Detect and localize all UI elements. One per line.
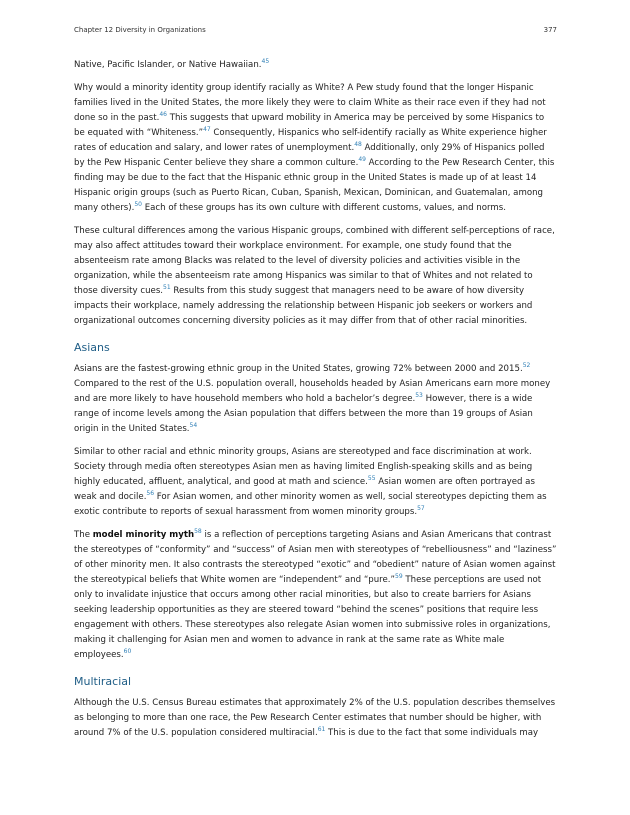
footnote-ref-59[interactable]: 59 [395,573,403,580]
text-run: The [74,530,93,540]
text-run: This is due to the fact that some individuals may [325,728,539,738]
paragraph-asians-growth [74,362,557,437]
section-heading-multiracial: Multiracial [74,675,132,688]
footnote-ref-47[interactable]: 47 [203,126,211,133]
page-number: 377 [543,26,557,34]
key-term: model minority myth [92,530,195,540]
text-run: Similar to other racial and ethnic minority groups, Asians are stereotyped and face discrimination at work. Society through media often stereotypes Asian men as having limited English-speaking skills and as being highly educated, affluent, analytical, and good at math and science. [74,447,533,487]
text-run: According to the Pew Research Center, this finding may be due to the fact that the Hispanic ethnic group in the United States is made up of at least 14 Hispanic origin groups (such as Puerto Rican, Cuban, Spanish, Mexican, Dominican, and Guatemalan, among many others). [74,158,555,213]
footnote-ref-46[interactable]: 46 [159,111,167,118]
text-run: Why would a minority identity group identify racially as White? A Pew study found that the longer Hispanic families lived in the United States, the more likely they were to claim White as their race even if they had not done so in the past. [74,83,546,123]
footnote-ref-48[interactable]: 48 [354,141,362,148]
footnote-ref-53[interactable]: 53 [415,392,423,399]
footnote-ref-56[interactable]: 56 [146,490,155,497]
text-run: However, there is a wide range of income levels among the Asian population that differs between the more than 19 groups of Asian origin in the United States. [74,394,533,434]
text-run: This suggests that upward mobility in America may be perceived by some Hispanics to be equated with “Whiteness.” [74,113,545,138]
chapter-title: Chapter 12 Diversity in Organizations [74,26,206,34]
text-run: These cultural differences among the various Hispanic groups, combined with different self-perceptions of race, may also affect attitudes toward their workplace environment. For example, one study found that the absenteeism rate among Blacks was related to the level of diversity policies and activities visible in the organization, while the absenteeism rate among Hispanics was similar to that of Whites and not related to those diversity cues. [74,226,555,296]
text-run: Asian women are often portrayed as weak and docile. [74,477,535,502]
paragraph-multiracial [74,696,557,741]
paragraph-cultural-differences [74,224,557,329]
footnote-ref-58[interactable]: 58 [194,528,202,535]
footnote-ref-50[interactable]: 50 [134,201,142,208]
footnote-ref-49[interactable]: 49 [358,156,366,163]
footnote-ref-51[interactable]: 51 [163,284,171,291]
text-run: Results from this study suggest that managers need to be aware of how diversity impacts their workplace, namely addressing the relationship between Hispanic job seekers or workers and organizational outcomes concerning diversity policies as it may differ from that of other racial minorities. [74,286,533,326]
text-run: Consequently, Hispanics who self-identify racially as White experience higher rates of education and salary, and lower rates of unemployment. [74,128,547,153]
text-run: Compared to the rest of the U.S. population overall, households headed by Asian Americans earn more money and are more likely to have household members who hold a bachelor’s degree. [74,379,551,404]
text-run: Each of these groups has its own culture with different customs, values, and norms. [142,203,506,213]
text-run: Asians are the fastest-growing ethnic group in the United States, growing 72% between 2000 and 2015. [74,364,523,374]
text-run: is a reflection of perceptions targeting Asians and Asian Americans that contrast the stereotypes of “conformity” and “success” of Asian men with stereotypes of “rebelliousness” and “laziness” of other minority men. It also contrasts the stereotyped “exotic” and “obedient” nature of Asian women against the stereotypical beliefs that White women are “independent” and “pure.” [74,530,557,585]
footnote-ref-52[interactable]: 52 [522,362,531,369]
paragraph-model-minority [74,528,557,663]
text-run: These perceptions are used not only to invalidate injustice that occurs among other racial minorities, but also to create barriers for Asians seeking leadership opportunities as they are steered toward “behind the scenes” positions that require less engagement with others. These stereotypes also relegate Asian women into submissive roles in organizations, making it challenging for Asian men and women to advance in rank at the same rate as White male employees. [74,575,551,660]
footnote-ref-54[interactable]: 54 [189,422,198,429]
footnote-ref-57[interactable]: 57 [417,505,425,512]
text-run: Native, Pacific Islander, or Native Hawaiian. [74,60,262,70]
footnote-ref-45[interactable]: 45 [261,58,270,65]
text-run: For Asian women, and other minority women as well, social stereotypes depicting them as exotic contribute to reports of sexual harassment from women minority groups. [74,492,547,517]
section-heading-asians: Asians [74,341,110,354]
paragraph-asians-stereotypes [74,445,557,520]
page-content [74,58,557,749]
text-run: Although the U.S. Census Bureau estimates that approximately 2% of the U.S. population describes themselves as belonging to more than one race, the Pew Research Center estimates that number should be higher, with around 7% of the U.S. population considered multiracial. [74,698,556,738]
footnote-ref-61[interactable]: 61 [317,726,326,733]
footnote-ref-60[interactable]: 60 [123,648,132,655]
paragraph-white-identification [74,81,557,216]
paragraph-continuation [74,58,557,73]
footnote-ref-55[interactable]: 55 [367,475,376,482]
text-run: Additionally, only 29% of Hispanics polled by the Pew Hispanic Center believe they share a common culture. [74,143,545,168]
